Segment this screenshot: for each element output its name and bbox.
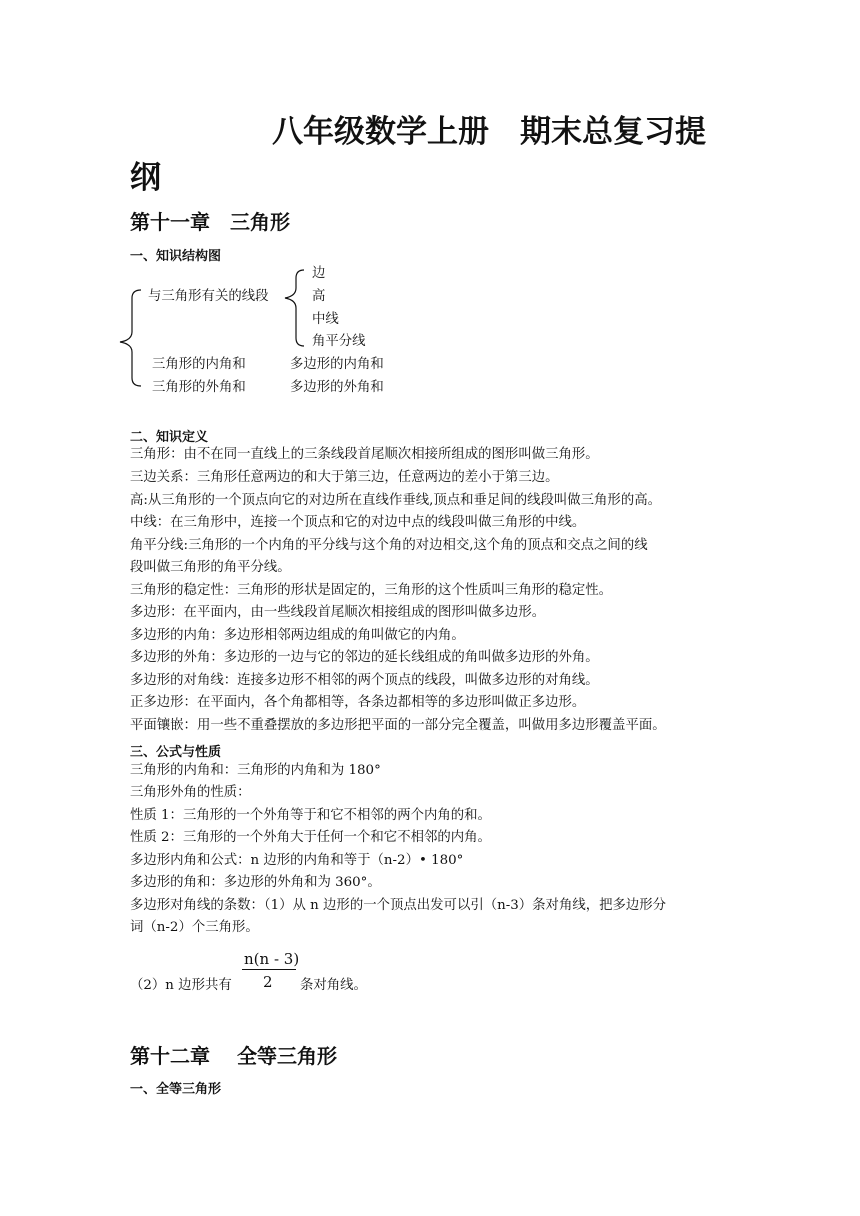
structure-braces	[0, 0, 860, 420]
diagonal-count-prefix: （2）n 边形共有	[130, 978, 232, 993]
section-formulas-heading: 三、公式与性质	[130, 745, 222, 760]
formula-line: 三角形外角的性质：	[130, 785, 251, 800]
document-title-line1: 八年级数学上册 期末总复习提	[272, 114, 706, 150]
triangle-exterior-sum: 三角形的外角和	[152, 380, 246, 395]
diagonal-count-suffix: 条对角线。	[300, 978, 367, 993]
formula-line: 性质 2：三角形的一个外角大于任何一个和它不相邻的内角。	[130, 830, 491, 845]
section-congruent-heading: 一、全等三角形	[130, 1082, 222, 1097]
definition-line: 多边形的外角：多边形的一边与它的邻边的延长线组成的角叫做多边形的外角。	[130, 650, 599, 665]
formula-line: 词（n-2）个三角形。	[130, 920, 259, 935]
definition-line: 三角形：由不在同一直线上的三条线段首尾顺次相接所组成的图形叫做三角形。	[130, 447, 599, 462]
definition-line: 平面镶嵌：用一些不重叠摆放的多边形把平面的一部分完全覆盖，叫做用多边形覆盖平面。	[130, 718, 666, 733]
formula-line: 三角形的内角和：三角形的内角和为 180°	[130, 763, 381, 778]
definition-line: 三角形的稳定性：三角形的形状是固定的，三角形的这个性质叫三角形的稳定性。	[130, 583, 613, 598]
definition-line: 高:从三角形的一个顶点向它的对边所在直线作垂线,顶点和垂足间的线段叫做三角形的高。	[130, 493, 661, 508]
fraction-numerator: n(n - 3)	[244, 950, 300, 968]
segment-item: 边	[312, 266, 326, 281]
segment-item: 中线	[312, 312, 339, 327]
section-structure-heading: 一、知识结构图	[130, 249, 222, 264]
document-title-line2: 纲	[130, 160, 161, 196]
definition-line: 多边形：在平面内，由一些线段首尾顺次相接组成的图形叫做多边形。	[130, 605, 546, 620]
inner-brace	[285, 270, 304, 346]
definition-line: 多边形的对角线：连接多边形不相邻的两个顶点的线段，叫做多边形的对角线。	[130, 673, 599, 688]
formula-line: 多边形对角线的条数：（1）从 n 边形的一个顶点出发可以引（n-3）条对角线，把多边形分	[130, 898, 667, 913]
definition-line: 角平分线:三角形的一个内角的平分线与这个角的对边相交,这个角的顶点和交点之间的线	[130, 538, 648, 553]
chapter-11-heading: 第十一章 三角形	[130, 210, 290, 234]
formula-line: 性质 1：三角形的一个外角等于和它不相邻的两个内角的和。	[130, 808, 491, 823]
triangle-interior-sum: 三角形的内角和	[152, 357, 246, 372]
outer-brace	[120, 290, 141, 386]
section-definitions-heading: 二、知识定义	[130, 430, 209, 445]
definition-line: 段叫做三角形的角平分线。	[130, 560, 291, 575]
fraction-denominator: 2	[263, 973, 273, 991]
definition-line: 三边关系：三角形任意两边的和大于第三边，任意两边的差小于第三边。	[130, 470, 559, 485]
definition-line: 正多边形：在平面内，各个角都相等，各条边都相等的多边形叫做正多边形。	[130, 695, 586, 710]
definition-line: 中线：在三角形中，连接一个顶点和它的对边中点的线段叫做三角形的中线。	[130, 515, 586, 530]
segment-item: 高	[312, 289, 326, 304]
segments-label: 与三角形有关的线段	[148, 289, 269, 304]
chapter-12-heading: 第十二章 全等三角形	[130, 1044, 337, 1068]
polygon-exterior-sum: 多边形的外角和	[290, 380, 384, 395]
definition-line: 多边形的内角：多边形相邻两边组成的角叫做它的内角。	[130, 628, 465, 643]
formula-line: 多边形内角和公式：n 边形的内角和等于（n-2）• 180°	[130, 853, 464, 868]
formula-line: 多边形的角和：多边形的外角和为 360°。	[130, 875, 381, 890]
polygon-interior-sum: 多边形的内角和	[290, 357, 384, 372]
segment-item: 角平分线	[312, 334, 366, 349]
fraction-bar	[242, 969, 296, 970]
